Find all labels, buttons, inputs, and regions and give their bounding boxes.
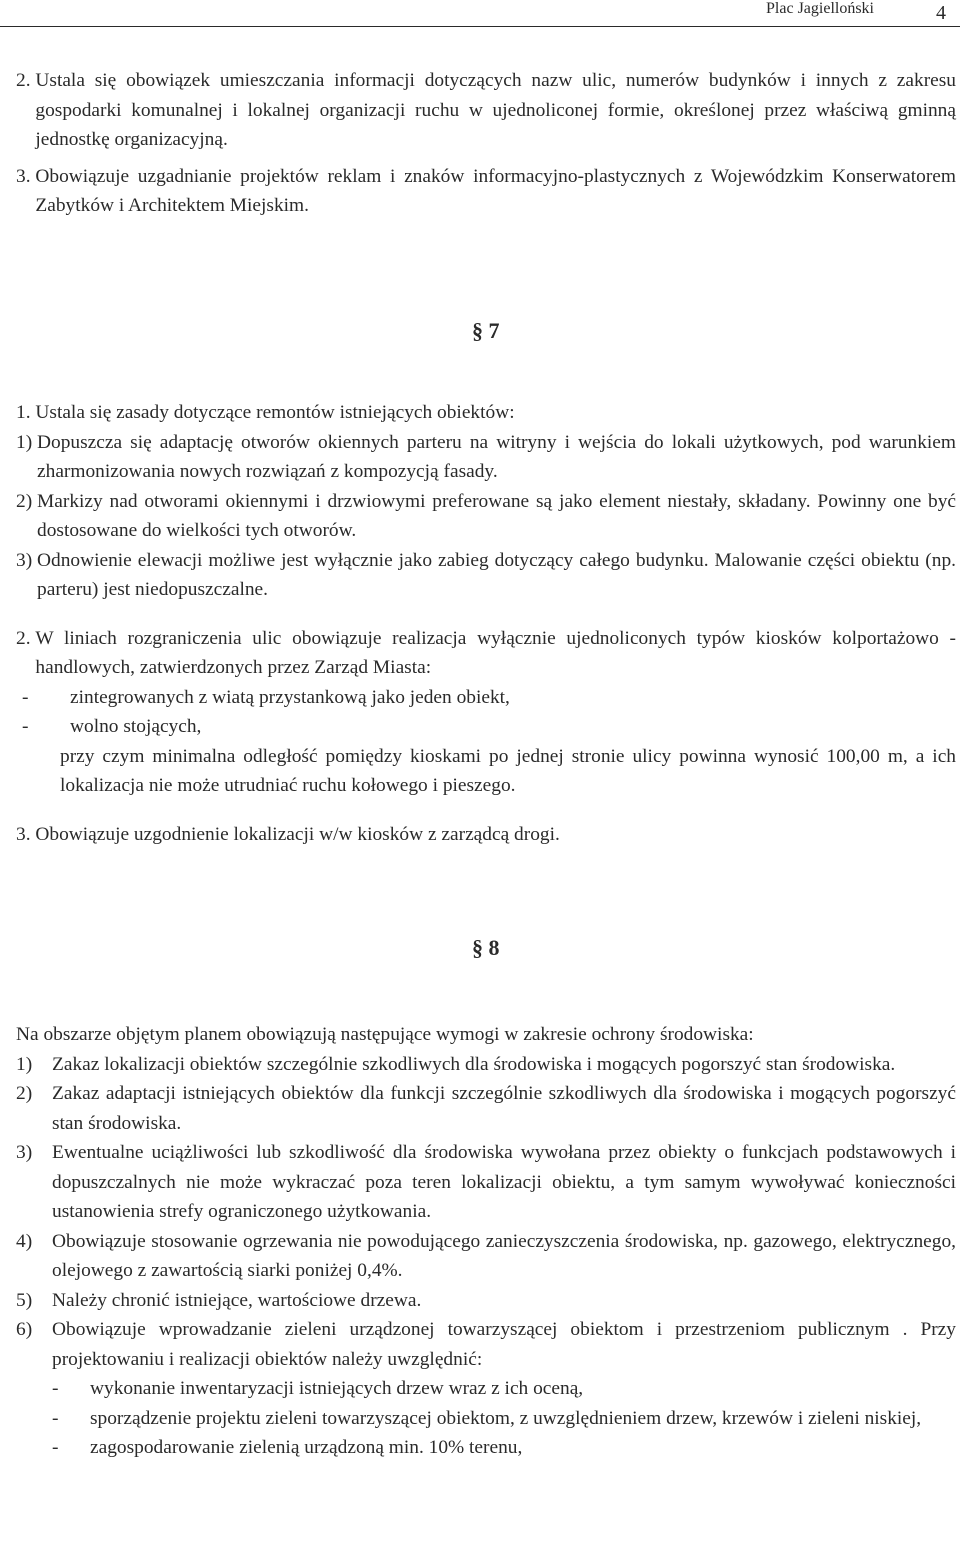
s8-item-2: 2) Zakaz adaptacji istniejących obiektów dla funkcji szczególnie szkodliwych dla środowiska i mogących pogorszyć stan środowiska. [16, 1083, 956, 1134]
section-8-heading: § 8 [472, 935, 500, 960]
s7-p1-item-3: 3) Odnowienie elewacji możliwe jest wyłącznie jako zabieg dotyczący całego budynku. Malowanie części obiektu (np. parteru) jest niedopuszczalne. [16, 549, 956, 600]
s8-item-3: 3) Ewentualne uciążliwości lub szkodliwość dla środowiska wywołana przez obiekty o funkcjach podstawowych i dopuszczalnych nie może wykraczać poza teren lokalizacji obiektu, a tym samym wywoływać konieczności ustanowienia strefy ograniczonego użytkowania. [16, 1142, 956, 1222]
s7-p2-tail: przy czym minimalna odległość pomiędzy kioskami po jednej stronie ulicy powinna wynosić 100,00 m, a ich lokalizacja nie może utrudniać ruchu kołowego i pieszego. [60, 745, 956, 796]
s8-item-6-dash-2: - sporządzenie projektu zieleni towarzyszącej obiektom, z uwzględnieniem drzew, krzewów i zieleni niskiej, [52, 1407, 922, 1429]
s6-item-2-text: Ustala się obowiązek umieszczania informacji dotyczących nazw ulic, numerów budynków i innych z zakresu gospodarki komunalnej i lokalnej organizacji ruchu w ujednoliconej formie, określonej przez właściwą gminną jednostkę organizacyjną. [35, 70, 956, 150]
s6-item-3: 3. Obowiązuje uzgadnianie projektów reklam i znaków informacyjno-plastycznych z Wojewódzkim Konserwatorem Zabytków i Architektem Miejskim. [16, 162, 956, 221]
s8-item-6: 6) Obowiązuje wprowadzanie zieleni urządzonej towarzyszącej obiektom i przestrzeniom publicznym . Przy projektowaniu i realizacji obiektów należy uwzględnić: [16, 1319, 956, 1370]
s8-intro: Na obszarze objętym planem obowiązują następujące wymogi w zakresie ochrony środowiska: [16, 1024, 754, 1045]
s8-item-1: 1) Zakaz lokalizacji obiektów szczególnie szkodliwych dla środowiska i mogących pogorszyć stan środowiska. [16, 1053, 896, 1075]
s8-item-5: 5) Należy chronić istniejące, wartościowe drzewa. [16, 1289, 422, 1311]
s7-point-2: 2. W liniach rozgraniczenia ulic obowiązuje realizacja wyłącznie ujednoliconych typów kiosków kolportażowo - handlowych, zatwierdzonych przez Zarząd Miasta: [16, 627, 956, 678]
header-title: Plac Jagielloński [766, 0, 874, 17]
s7-p2-dash-1: - zintegrowanych z wiatą przystankową jako jeden obiekt, [22, 686, 510, 708]
s8-item-4: 4) Obowiązuje stosowanie ogrzewania nie powodującego zanieczyszczenia środowiska, np. gazowego, elektrycznego, olejowego z zawartością siarki poniżej 0,4%. [16, 1230, 956, 1281]
s6-item-2: 2. Ustala się obowiązek umieszczania informacji dotyczących nazw ulic, numerów budynków i innych z zakresu gospodarki komunalnej i lokalnej organizacji ruchu w ujednoliconej formie, określonej przez właściwą gminną jednostkę organizacyjną. [16, 66, 956, 155]
s7-p1-item-2: 2) Markizy nad otworami okiennymi i drzwiowymi preferowane są jako element niestały, składany. Powinny one być dostosowane do wielkości tych otworów. [16, 490, 956, 541]
section-6-continuation [16, 66, 956, 221]
section-8 [16, 1020, 956, 1463]
s8-item-6-dash-1: - wykonanie inwentaryzacji istniejących drzew wraz z ich oceną, [52, 1378, 584, 1399]
page-number: 4 [936, 2, 946, 24]
s7-point-3: 3. Obowiązuje uzgodnienie lokalizacji w/w kiosków z zarządcą drogi. [16, 823, 560, 845]
header-rule [0, 26, 960, 27]
s7-p1-item-1: 1) Dopuszcza się adaptację otworów okiennych parteru na witryny i wejścia do lokali użytkowych, pod warunkiem zharmonizowania nowych rozwiązań z kompozycją fasady. [16, 431, 956, 482]
s8-item-6-list [16, 1374, 956, 1463]
section-7-heading: § 7 [472, 318, 500, 343]
page-header [0, 0, 960, 26]
s7-p2-dash-2: - wolno stojących, [22, 716, 202, 737]
s6-item-3-text: Obowiązuje uzgadnianie projektów reklam i znaków informacyjno-plastycznych z Wojewódzkim Konserwatorem Zabytków i Architektem Miejskim. [35, 165, 956, 216]
s8-item-6-dash-3: - zagospodarowanie zielenią urządzoną min. 10% terenu, [52, 1437, 523, 1458]
section-7 [16, 398, 956, 849]
s7-point-1: 1. Ustala się zasady dotyczące remontów istniejących obiektów: [16, 402, 515, 423]
